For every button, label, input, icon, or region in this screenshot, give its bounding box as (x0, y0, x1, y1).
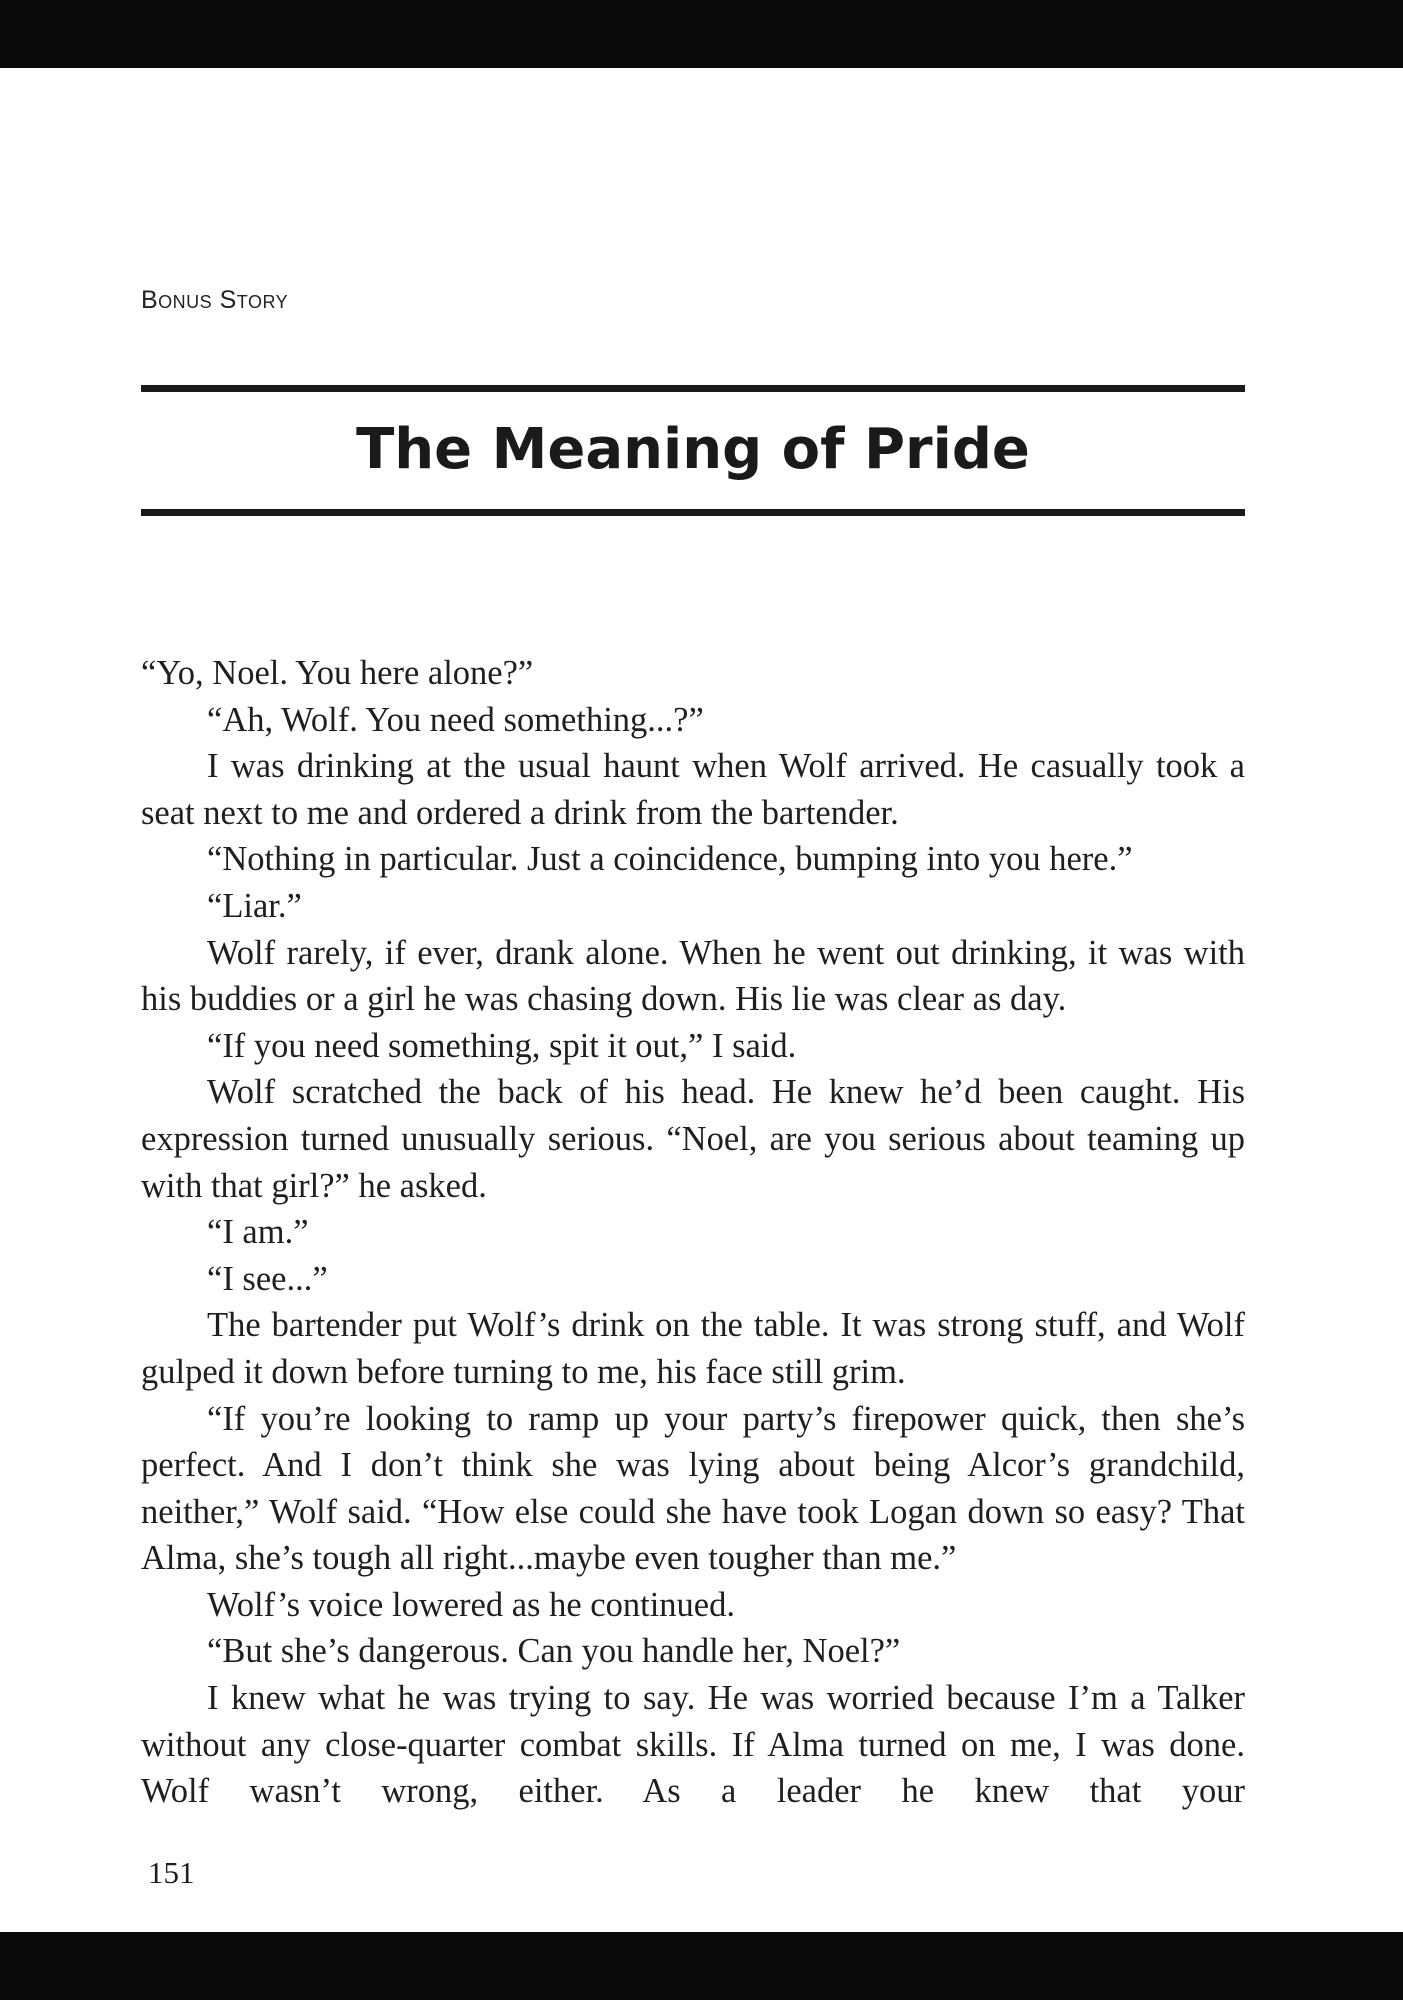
scan-border-bottom (0, 1932, 1403, 2000)
title-rule-top (141, 385, 1245, 392)
paragraph: “I am.” (207, 1213, 309, 1252)
paragraph: “Ah, Wolf. You need something...?” (207, 700, 704, 739)
chapter-title: The Meaning of Pride (356, 417, 1030, 482)
paragraph: “If you’re looking to ramp up your party’s firepower quick, then she’s perfect. And I don’t think she was lying about being Alcor’s grandchild, neither,” Wolf said. “How else could she have took Logan down so easy? That Alma, she’s tough all right...maybe even tougher than me.” (141, 1399, 1245, 1578)
paragraph: The bartender put Wolf’s drink on the table. It was strong stuff, and Wolf gulped it down before turning to me, his face still grim. (141, 1306, 1245, 1391)
section-label: Bonus Story (141, 286, 289, 314)
title-rule-bottom (141, 509, 1245, 516)
paragraph: “Liar.” (207, 886, 302, 925)
paragraph: I knew what he was trying to say. He was worried because I’m a Talker without any close-quarter combat skills. If Alma turned on me, I was done. Wolf wasn’t wrong, either. As a leader he knew that your (141, 1679, 1245, 1811)
paragraph: “Yo, Noel. You here alone?” (141, 654, 534, 692)
paragraph: “But she’s dangerous. Can you handle her, Noel?” (207, 1632, 901, 1671)
paragraph: Wolf rarely, if ever, drank alone. When he went out drinking, it was with his buddies or a girl he was chasing down. His lie was clear as day. (141, 933, 1245, 1019)
paragraph: “Nothing in particular. Just a coincidence, bumping into you here.” (207, 840, 1133, 879)
story-body (141, 650, 1245, 1815)
scan-border-top (0, 0, 1403, 68)
paragraph: “If you need something, spit it out,” I said. (207, 1026, 797, 1065)
page-number: 151 (148, 1855, 195, 1890)
paragraph: “I see...” (207, 1259, 328, 1298)
paragraph: I was drinking at the usual haunt when Wolf arrived. He casually took a seat next to me and ordered a drink from the bartender. (141, 747, 1245, 832)
paragraph: Wolf’s voice lowered as he continued. (207, 1585, 735, 1624)
paragraph: Wolf scratched the back of his head. He knew he’d been caught. His expression turned unusually serious. “Noel, are you serious about teaming up with that girl?” he asked. (141, 1073, 1245, 1205)
